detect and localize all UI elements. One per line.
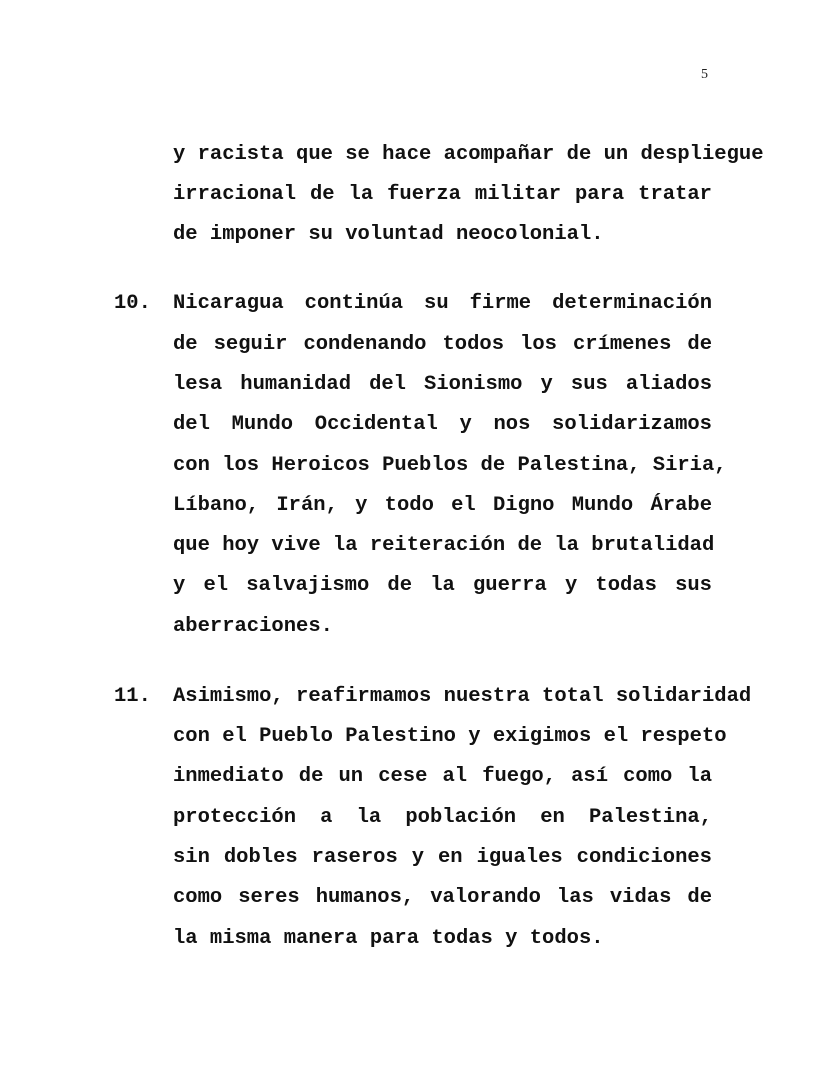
text-line: como seres humanos, valorando las vidas de <box>173 886 712 909</box>
text-line: inmediato de un cese al fuego, así como la <box>173 765 712 788</box>
text-line: del Mundo Occidental y nos solidarizamos <box>173 413 712 436</box>
text-line: y racista que se hace acompañar de un despliegue <box>173 143 764 166</box>
text-line: aberraciones. <box>173 615 333 638</box>
text-line: que hoy vive la reiteración de la brutalidad <box>173 534 715 557</box>
text-line: y el salvajismo de la guerra y todas sus <box>173 574 712 597</box>
text-line: protección a la población en Palestina, <box>173 806 712 829</box>
text-line: con el Pueblo Palestino y exigimos el respeto <box>173 725 727 748</box>
text-line: Líbano, Irán, y todo el Digno Mundo Árabe <box>173 494 712 517</box>
text-line: sin dobles raseros y en iguales condiciones <box>173 846 712 869</box>
text-line: lesa humanidad del Sionismo y sus aliados <box>173 373 712 396</box>
text-line: de seguir condenando todos los crímenes de <box>173 333 712 356</box>
text-line: con los Heroicos Pueblos de Palestina, Siria, <box>173 454 727 477</box>
item-number: 10. <box>114 292 151 315</box>
text-line: Asimismo, reafirmamos nuestra total solidaridad <box>173 685 752 708</box>
page-number: 5 <box>701 67 708 82</box>
text-line: Nicaragua continúa su firme determinación <box>173 292 712 315</box>
text-line: de imponer su voluntad neocolonial. <box>173 223 604 246</box>
text-line: la misma manera para todas y todos. <box>173 927 604 950</box>
text-line: irracional de la fuerza militar para tratar <box>173 183 712 206</box>
item-number: 11. <box>114 685 151 708</box>
